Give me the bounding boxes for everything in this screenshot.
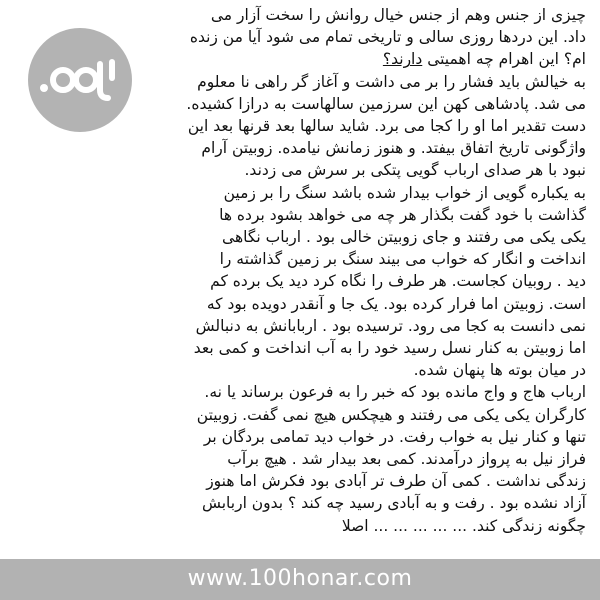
text-line: است. زوبیتن اما فرار کرده بود. یک جا و آنقدر دویده بود که [206, 294, 586, 313]
text-line: زندگی نداشت . کمی آن طرف تر آبادی بود فکرش اما هنوز [206, 472, 586, 491]
text-line: دست تقدیر اما او را کجا می برد. شاید سالها بعد قرنها بعد این [187, 117, 586, 136]
text-line: ام؟ این اهرام چه اهمیتی [422, 50, 586, 69]
text-line: گذاشت با خود گفت بگذار هر چه می خواهد بشود برده ها [219, 205, 586, 224]
text-line: اما زوبیتن به کنار نسل رسید خود را به آب انداخت و کمی بعد [193, 339, 586, 358]
text-line: واژگونی تاریخ اتفاق بیفتد. و هنوز زمانش نیامده. زوبیتن آرام [201, 139, 586, 158]
text-line: آزاد نشده بود . رفت و به آبادی رسید چه کند ؟ بدون اربابش [201, 494, 586, 513]
text-line: داد. این دردها روزی سالی و تاریخی تمام می شود آیا من زنده [189, 28, 586, 47]
text-line: نمی دانست به کجا می رود. ترسیده بود . اربابانش به دنبالش [195, 316, 586, 335]
text-line: چگونه زندگی کند. ... ... ... ... ... اصلا [341, 516, 586, 535]
text-line: به خیالش باید فشار را بر می داشت و آغاز گر راهی نا معلوم [197, 72, 586, 91]
watermark-logo-icon [28, 28, 132, 132]
text-line: تنها و کنار نیل به خواب رفت. در خواب دید تمامی بردگان بر [203, 427, 586, 446]
underlined-word: دارند؟ [382, 50, 423, 69]
text-line: یکی یکی می رفتند و جای زوبیتن خالی بود . ارباب نگاهی [222, 228, 586, 247]
text-line: انداخت و انگار که خواب می بیند سنگ بر زمین گذاشته را [219, 250, 586, 269]
text-line: به یکباره گویی از خواب بیدار شده باشد سنگ را بر زمین [223, 183, 586, 202]
paragraph-3 [30, 182, 586, 382]
text-line: کارگران یکی یکی می رفتند و هیچکس هیچ نمی گفت. زوبیتن [196, 405, 586, 424]
text-line: فراز نیل به پرواز درآمدند. کمی بعد بیدار شد . هیچ برآب [227, 450, 586, 469]
watermark-url: www.100honar.com [187, 566, 413, 591]
text-line: دید . روبیان کجاست. هر طرف را نگاه کرد دید یک برده کم [210, 272, 586, 291]
text-line: می شد. پادشاهی کهن این سرزمین سالهاست به درازا کشیده. [186, 94, 586, 113]
text-line: چیزی از جنس وهم از جنس خیال روانش را سخت آزار می [210, 6, 586, 24]
paragraph-4 [30, 381, 586, 536]
text-line: ارباب هاج و واج مانده بود که خبر را به فرعون برساند یا نه. [204, 383, 586, 402]
text-line: در میان بوته ها پنهان شده. [413, 361, 586, 380]
text-line: نبود با هر صدای ارباب گویی پتکی بر سرش می زدند. [244, 161, 586, 180]
